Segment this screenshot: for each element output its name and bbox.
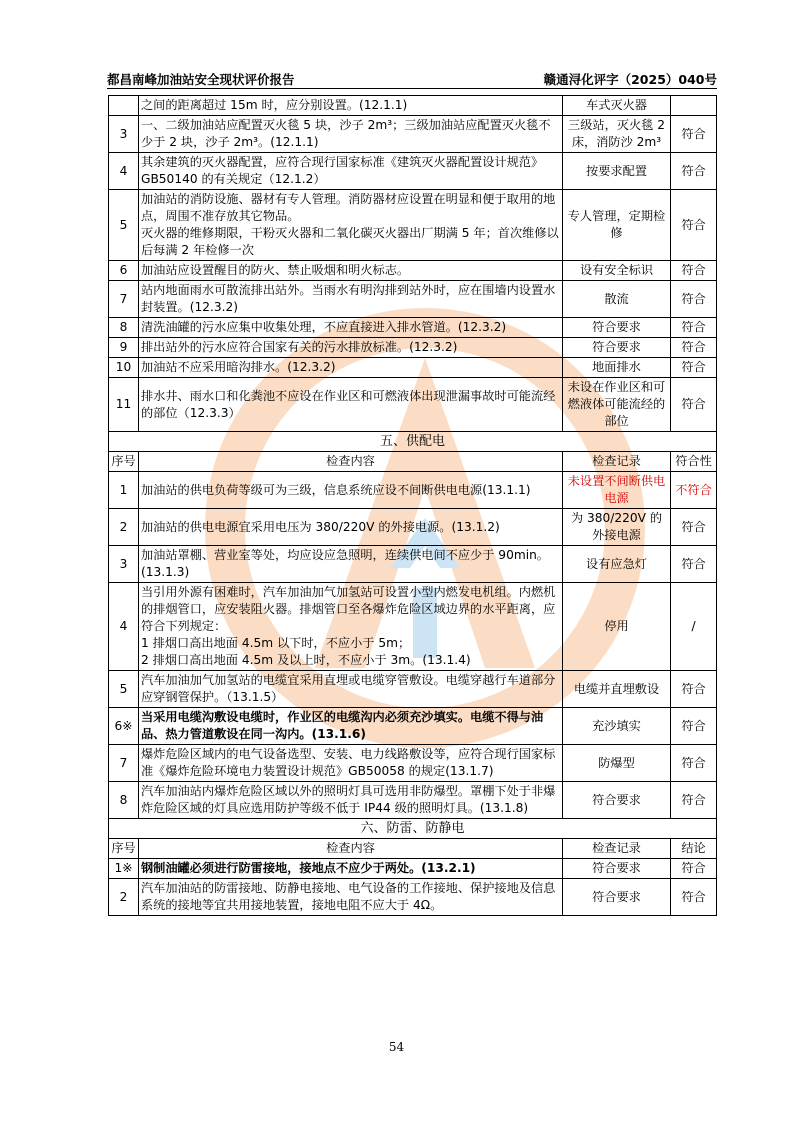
row-number: 4 (109, 153, 139, 190)
check-result: 符合 (671, 261, 717, 281)
check-record: 符合要求 (563, 338, 671, 358)
check-result: 符合 (671, 859, 717, 879)
check-content: 爆炸危险区域内的电气设备选型、安装、电力线路敷设等，应符合现行国家标准《爆炸危险环境电力装置设计规范》GB50058 的规定(13.1.7) (139, 745, 563, 782)
check-result: 符合 (671, 358, 717, 378)
row-number: 6※ (109, 708, 139, 745)
check-record: 防爆型 (563, 745, 671, 782)
check-content: 之间的距离超过 15m 时，应分别设置。(12.1.1) (139, 96, 563, 116)
row-number: 11 (109, 378, 139, 432)
check-result: 符合 (671, 879, 717, 916)
table-row (109, 153, 717, 190)
check-content: 当引用外源有困难时，汽车加油加气加氢站可设置小型内燃发电机组。内燃机的排烟管口，应安装阻火器。排烟管口至各爆炸危险区域边界的水平距离，应符合下列规定： 1 排烟口高出地面 4.5m 以下时，不应小于 5m； 2 排烟口高出地面 4.5m 及以上时，不应小于 3m。(13.1.4) (139, 583, 563, 671)
check-result: 符合 (671, 378, 717, 432)
check-record: 未设在作业区和可燃液体可能流经的部位 (563, 378, 671, 432)
check-content: 加油站不应采用暗沟排水。(12.3.2) (139, 358, 563, 378)
table-row (109, 190, 717, 261)
table-row (109, 96, 717, 116)
check-record: 专人管理，定期检修 (563, 190, 671, 261)
table-row (109, 116, 717, 153)
check-record: 未设置不间断供电电源 (563, 472, 671, 509)
row-number: 7 (109, 281, 139, 318)
column-header: 序号 (109, 452, 139, 472)
check-result: 符合 (671, 338, 717, 358)
row-number: 10 (109, 358, 139, 378)
report-title: 都昌南峰加油站安全现状评价报告 (107, 72, 295, 87)
table-row (109, 281, 717, 318)
check-result: 符合 (671, 671, 717, 708)
check-content: 站内地面雨水可散流排出站外。当雨水有明沟排到站外时，应在围墙内设置水封装置。(12.3.2) (139, 281, 563, 318)
row-number: 2 (109, 879, 139, 916)
table-row (109, 546, 717, 583)
row-number: 8 (109, 318, 139, 338)
section-row (109, 432, 717, 452)
row-number: 1 (109, 472, 139, 509)
check-content: 汽车加油站的防雷接地、防静电接地、电气设备的工作接地、保护接地及信息系统的接地等宜共用接地装置，接地电阻不应大于 4Ω。 (139, 879, 563, 916)
table-row (109, 879, 717, 916)
check-record: 符合要求 (563, 879, 671, 916)
check-record: 为 380/220V 的外接电源 (563, 509, 671, 546)
check-record: 三级站，灭火毯 2 床，消防沙 2m³ (563, 116, 671, 153)
check-content: 加油站罩棚、营业室等处，均应设应急照明，连续供电间不应少于 90min。(13.1.3) (139, 546, 563, 583)
check-result: 符合 (671, 782, 717, 819)
check-record: 电缆并直埋敷设 (563, 671, 671, 708)
table-row (109, 708, 717, 745)
check-content: 其余建筑的灭火器配置，应符合现行国家标准《建筑灭火器配置设计规范》GB50140 的有关规定（12.1.2） (139, 153, 563, 190)
check-result (671, 96, 717, 116)
check-record: 车式灭火器 (563, 96, 671, 116)
check-content: 汽车加油站内爆炸危险区域以外的照明灯具可选用非防爆型。罩棚下处于非爆炸危险区域的灯具应选用防护等级不低于 IP44 级的照明灯具。(13.1.8) (139, 782, 563, 819)
row-number: 3 (109, 546, 139, 583)
row-number: 4 (109, 583, 139, 671)
table-row (109, 358, 717, 378)
page-number: 54 (388, 1040, 405, 1054)
check-record: 散流 (563, 281, 671, 318)
check-content: 当采用电缆沟敷设电缆时，作业区的电缆沟内必须充沙填实。电缆不得与油品、热力管道敷设在同一沟内。(13.1.6) (139, 708, 563, 745)
column-header: 序号 (109, 839, 139, 859)
check-record: 地面排水 (563, 358, 671, 378)
row-number (109, 96, 139, 116)
table-row (109, 583, 717, 671)
check-result: 符合 (671, 318, 717, 338)
row-number: 5 (109, 190, 139, 261)
check-record: 设有安全标识 (563, 261, 671, 281)
report-code: 赣通浔化评字（2025）040号 (543, 72, 717, 87)
row-number: 1※ (109, 859, 139, 879)
check-result: 符合 (671, 153, 717, 190)
column-header: 检查内容 (139, 452, 563, 472)
check-content: 排出站外的污水应符合国家有关的污水排放标准。(12.3.2) (139, 338, 563, 358)
row-number: 9 (109, 338, 139, 358)
table-row (109, 859, 717, 879)
check-content: 加油站的供电负荷等级可为三级，信息系统应设不间断供电电源(13.1.1) (139, 472, 563, 509)
row-number: 5 (109, 671, 139, 708)
check-record: 充沙填实 (563, 708, 671, 745)
table-header-row (109, 452, 717, 472)
check-result: 符合 (671, 190, 717, 261)
row-number: 3 (109, 116, 139, 153)
column-header: 符合性 (671, 452, 717, 472)
check-record: 停用 (563, 583, 671, 671)
table-header-row (109, 839, 717, 859)
check-record: 符合要求 (563, 782, 671, 819)
column-header: 结论 (671, 839, 717, 859)
check-result: 符合 (671, 509, 717, 546)
check-result: 符合 (671, 546, 717, 583)
table-row (109, 261, 717, 281)
column-header: 检查记录 (563, 839, 671, 859)
inspection-table (108, 95, 717, 916)
check-result: 符合 (671, 708, 717, 745)
check-content: 钢制油罐必须进行防雷接地，接地点不应少于两处。(13.2.1) (139, 859, 563, 879)
check-result: 符合 (671, 745, 717, 782)
row-number: 2 (109, 509, 139, 546)
check-record: 符合要求 (563, 859, 671, 879)
table-row (109, 318, 717, 338)
check-content: 汽车加油加气加氢站的电缆宜采用直埋或电缆穿管敷设。电缆穿越行车道部分应穿钢管保护。（13.1.5） (139, 671, 563, 708)
table-row (109, 338, 717, 358)
check-content: 排水井、雨水口和化粪池不应设在作业区和可燃液体出现泄漏事故时可能流经的部位（12.3.3） (139, 378, 563, 432)
check-result: 不符合 (671, 472, 717, 509)
table-row (109, 509, 717, 546)
section-title: 五、供配电 (109, 432, 717, 452)
check-content: 加油站的供电电源宜采用电压为 380/220V 的外接电源。(13.1.2) (139, 509, 563, 546)
check-content: 清洗油罐的污水应集中收集处理，不应直接进入排水管道。(12.3.2) (139, 318, 563, 338)
check-content: 一、二级加油站应配置灭火毯 5 块，沙子 2m³；三级加油站应配置灭火毯不少于 2 块，沙子 2m³。(12.1.1) (139, 116, 563, 153)
check-record: 符合要求 (563, 318, 671, 338)
row-number: 6 (109, 261, 139, 281)
check-record: 按要求配置 (563, 153, 671, 190)
check-result: 符合 (671, 281, 717, 318)
table-row (109, 745, 717, 782)
table-row (109, 378, 717, 432)
section-title: 六、防雷、防静电 (109, 819, 717, 839)
table-row (109, 472, 717, 509)
check-content: 加油站的消防设施、器材有专人管理。消防器材应设置在明显和便于取用的地点，周围不准存放其它物品。 灭火器的维修期限，干粉灭火器和二氧化碳灭火器出厂期满 5 年；首次维修以后每满 2 年检修一次 (139, 190, 563, 261)
check-record: 设有应急灯 (563, 546, 671, 583)
page-header (107, 70, 717, 89)
check-result: / (671, 583, 717, 671)
row-number: 8 (109, 782, 139, 819)
check-content: 加油站应设置醒目的防火、禁止吸烟和明火标志。 (139, 261, 563, 281)
table-row (109, 671, 717, 708)
column-header: 检查记录 (563, 452, 671, 472)
table-row (109, 782, 717, 819)
column-header: 检查内容 (139, 839, 563, 859)
check-result: 符合 (671, 116, 717, 153)
section-row (109, 819, 717, 839)
row-number: 7 (109, 745, 139, 782)
